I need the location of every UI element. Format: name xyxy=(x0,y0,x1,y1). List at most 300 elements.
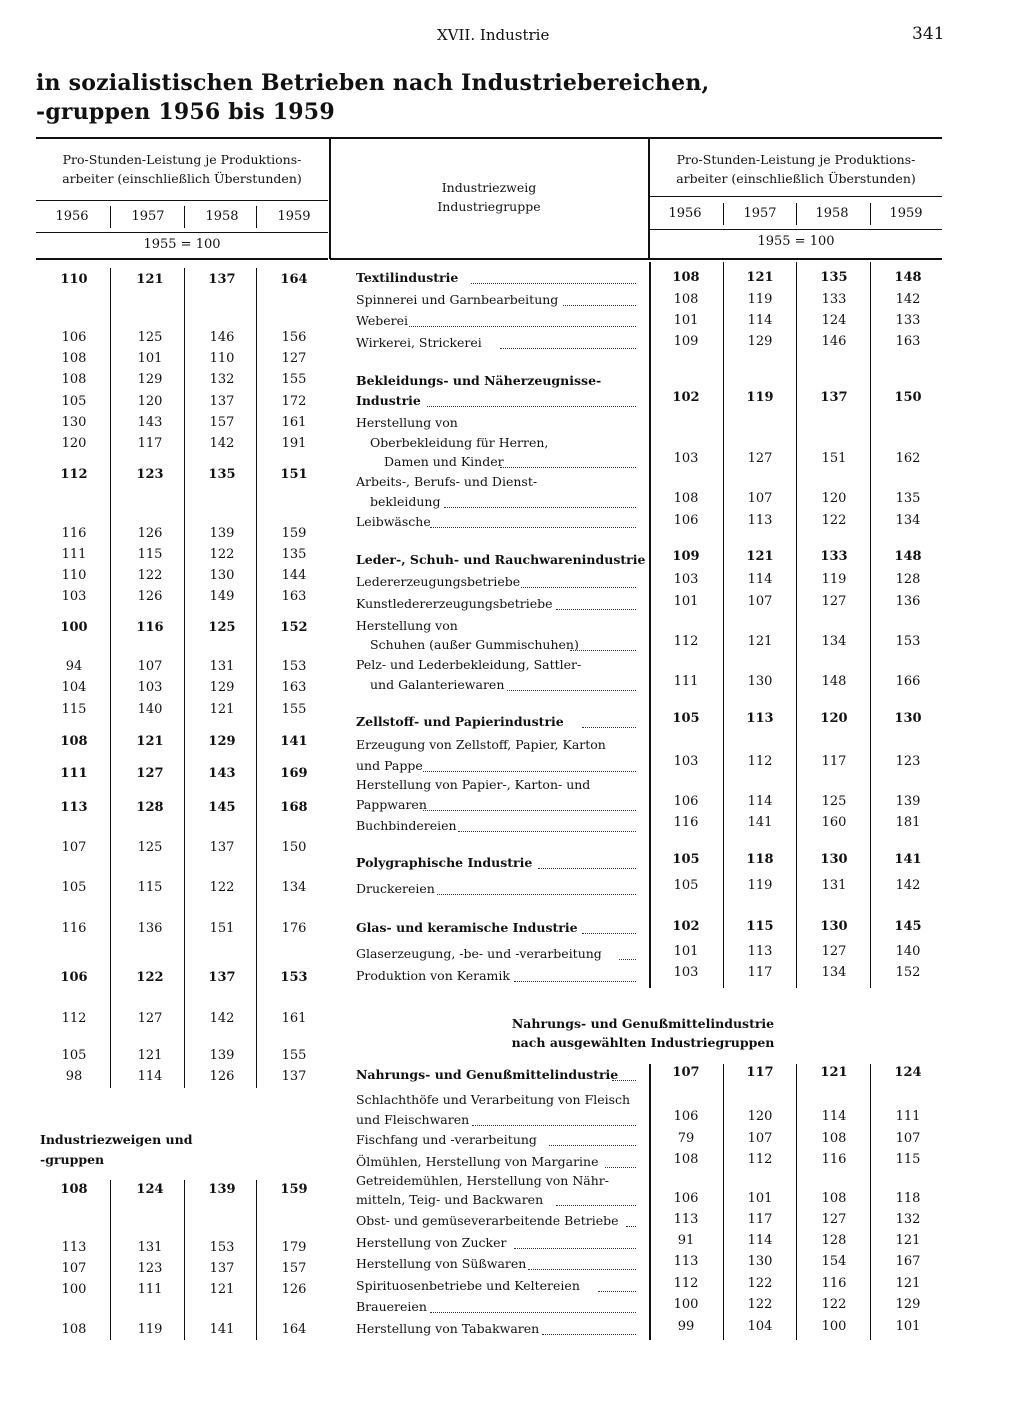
row-label: Arbeits-, Berufs- und Dienst- xyxy=(356,474,538,489)
row-label: Industrie xyxy=(356,393,421,408)
left-cell: 142 xyxy=(209,436,235,451)
right-cell: 108 xyxy=(673,1152,699,1167)
leader-dots xyxy=(430,1312,636,1313)
right-cell: 133 xyxy=(820,549,848,564)
row-label: Leder-, Schuh- und Rauchwarenindustrie xyxy=(356,552,646,567)
left-year-sep-3 xyxy=(256,206,257,228)
left-cell: 126 xyxy=(137,589,163,604)
left-year-1959: 1959 xyxy=(277,209,311,224)
right-cell: 112 xyxy=(673,634,699,649)
right-cell: 99 xyxy=(677,1319,695,1334)
left-cell: 98 xyxy=(65,1069,83,1084)
left-base-rule xyxy=(36,258,328,260)
row-label: Schuhen (außer Gummischuhen) xyxy=(370,637,579,652)
left-cell: 157 xyxy=(281,1261,307,1276)
right-cell: 121 xyxy=(746,270,774,285)
left-cell: 129 xyxy=(137,372,163,387)
left-cell: 108 xyxy=(61,351,87,366)
left-cell: 106 xyxy=(61,330,87,345)
left-cell: 156 xyxy=(281,330,307,345)
right-cell: 129 xyxy=(895,1297,921,1312)
row-label: Obst- und gemüseverarbeitende Betriebe xyxy=(356,1213,619,1228)
right-cell: 101 xyxy=(673,944,699,959)
right-cell: 130 xyxy=(747,674,773,689)
right-cell: 142 xyxy=(895,292,921,307)
leader-dots xyxy=(471,283,636,284)
row-label: Polygraphische Industrie xyxy=(356,855,533,870)
leader-dots xyxy=(598,1291,636,1292)
leader-dots xyxy=(507,690,636,691)
left-cell: 105 xyxy=(61,880,87,895)
row-label: Herstellung von Papier-, Karton- und xyxy=(356,777,591,792)
left-cell: 123 xyxy=(136,467,164,482)
row-label: Kunstledererzeugungsbetriebe xyxy=(356,596,553,611)
left-cell: 120 xyxy=(137,394,163,409)
left-block-divider xyxy=(329,139,331,259)
leader-dots xyxy=(538,868,636,869)
right-cell: 117 xyxy=(747,1212,773,1227)
right-cell: 162 xyxy=(895,451,921,466)
right-cell: 100 xyxy=(821,1319,847,1334)
leader-dots xyxy=(549,1145,636,1146)
right-cell: 114 xyxy=(821,1109,847,1124)
right-cell: 118 xyxy=(746,852,774,867)
leader-dots xyxy=(472,1125,636,1126)
row-label: und Pappe xyxy=(356,758,423,773)
left-cell: 140 xyxy=(137,702,163,717)
right-cell: 145 xyxy=(894,919,922,934)
right-cell: 135 xyxy=(895,491,921,506)
right-cell: 106 xyxy=(673,513,699,528)
left-cell: 145 xyxy=(208,800,236,815)
right-cell: 148 xyxy=(821,674,847,689)
left-cell: 141 xyxy=(280,734,308,749)
left-cell: 122 xyxy=(137,568,163,583)
left-cell: 106 xyxy=(60,970,88,985)
right-cell: 109 xyxy=(673,334,699,349)
right-cell: 134 xyxy=(895,513,921,528)
right-cell: 121 xyxy=(895,1276,921,1291)
right-cell: 130 xyxy=(747,1254,773,1269)
left-cell: 151 xyxy=(209,921,235,936)
right-base-rule xyxy=(330,258,942,260)
right-cell: 101 xyxy=(673,594,699,609)
right-cell: 107 xyxy=(747,491,773,506)
right-cell: 120 xyxy=(820,711,848,726)
middle-heading-line-2: Industriegruppe xyxy=(437,199,541,214)
right-cell: 101 xyxy=(895,1319,921,1334)
left-col-rule-2 xyxy=(184,268,185,1088)
right-year-1956: 1956 xyxy=(668,206,702,221)
right-cell: 154 xyxy=(821,1254,847,1269)
right-cell: 108 xyxy=(821,1131,847,1146)
right-col-rule-3 xyxy=(870,262,871,988)
leader-dots xyxy=(514,981,636,982)
right-cell: 153 xyxy=(895,634,921,649)
left-cell: 121 xyxy=(209,702,235,717)
right-cell: 141 xyxy=(747,815,773,830)
row-label: Wirkerei, Strickerei xyxy=(356,335,482,350)
left-cell: 104 xyxy=(61,680,87,695)
right-cell: 122 xyxy=(747,1276,773,1291)
left-cell: 137 xyxy=(209,1261,235,1276)
right-cell: 130 xyxy=(894,711,922,726)
left-cell: 132 xyxy=(209,372,235,387)
right-col-rule-2b xyxy=(796,1064,797,1340)
left-cell: 108 xyxy=(60,734,88,749)
left-cell: 100 xyxy=(61,1282,87,1297)
row-label: Schlachthöfe und Verarbeitung von Fleisch xyxy=(356,1092,631,1107)
right-cell: 118 xyxy=(895,1191,921,1206)
leader-dots xyxy=(528,1269,636,1270)
left-col-rule-3b xyxy=(256,1180,257,1340)
right-cell: 121 xyxy=(746,549,774,564)
leader-dots xyxy=(582,933,636,934)
left-years-rule xyxy=(36,232,328,233)
left-col-rule-3 xyxy=(256,268,257,1088)
right-cell: 112 xyxy=(747,1152,773,1167)
right-year-1957: 1957 xyxy=(743,206,777,221)
right-base-label: 1955 = 100 xyxy=(757,234,835,249)
left-cell: 111 xyxy=(60,766,88,781)
right-cell: 113 xyxy=(747,513,773,528)
right-col-rule-2 xyxy=(796,262,797,988)
leader-dots xyxy=(626,1226,636,1227)
right-cell: 114 xyxy=(747,794,773,809)
left-cell: 161 xyxy=(281,415,307,430)
row-label: und Galanteriewaren xyxy=(370,677,505,692)
left-cell: 161 xyxy=(281,1011,307,1026)
left-year-1957: 1957 xyxy=(131,209,165,224)
right-cell: 129 xyxy=(747,334,773,349)
right-col-rule-1b xyxy=(723,1064,724,1340)
row-label: Nahrungs- und Genußmittelindustrie xyxy=(356,1067,619,1082)
right-cell: 128 xyxy=(895,572,921,587)
left-cell: 137 xyxy=(209,840,235,855)
leader-dots xyxy=(605,1167,636,1168)
right-cell: 127 xyxy=(747,451,773,466)
left-cell: 152 xyxy=(280,620,308,635)
left-cell: 143 xyxy=(137,415,163,430)
left-cell: 137 xyxy=(208,970,236,985)
left-cell: 108 xyxy=(61,1322,87,1337)
left-cell: 130 xyxy=(209,568,235,583)
right-cell: 101 xyxy=(747,1191,773,1206)
row-label: Herstellung von Süßwaren xyxy=(356,1256,527,1271)
right-cell: 108 xyxy=(673,491,699,506)
left-cell: 172 xyxy=(281,394,307,409)
left-year-1956: 1956 xyxy=(55,209,89,224)
left-cell: 101 xyxy=(137,351,163,366)
left-cell: 124 xyxy=(136,1182,164,1197)
left-cell: 107 xyxy=(61,1261,87,1276)
right-cell: 113 xyxy=(747,944,773,959)
left-cell: 139 xyxy=(208,1182,236,1197)
left-cell: 153 xyxy=(209,1240,235,1255)
right-cell: 100 xyxy=(673,1297,699,1312)
row-label: Zellstoff- und Papierindustrie xyxy=(356,714,564,729)
row-label: Erzeugung von Zellstoff, Papier, Karton xyxy=(356,737,606,752)
left-cell: 168 xyxy=(280,800,308,815)
left-year-sep-2 xyxy=(184,206,185,228)
right-cell: 127 xyxy=(821,1212,847,1227)
leader-dots xyxy=(500,467,636,468)
left-cell: 94 xyxy=(65,659,83,674)
row-label: Glaserzeugung, -be- und -verarbeitung xyxy=(356,946,602,961)
left-cell: 126 xyxy=(209,1069,235,1084)
leader-dots xyxy=(582,727,636,728)
left-cell: 115 xyxy=(137,547,163,562)
leader-dots xyxy=(458,831,636,832)
right-heading xyxy=(650,150,942,188)
left-cell: 139 xyxy=(209,526,235,541)
right-cell: 119 xyxy=(747,292,773,307)
left-cell: 115 xyxy=(61,702,87,717)
left-cell: 151 xyxy=(280,467,308,482)
left-cell: 191 xyxy=(281,436,307,451)
leader-dots xyxy=(563,305,636,306)
left-cell: 131 xyxy=(209,659,235,674)
left-cell: 155 xyxy=(281,702,307,717)
left-cell: 116 xyxy=(61,921,87,936)
leader-dots xyxy=(521,587,636,588)
left-cell: 100 xyxy=(60,620,88,635)
left-cell: 153 xyxy=(281,659,307,674)
right-cell: 114 xyxy=(747,572,773,587)
right-cell: 125 xyxy=(821,794,847,809)
right-cell: 105 xyxy=(672,852,700,867)
left-col-rule-2b xyxy=(184,1180,185,1340)
right-cell: 136 xyxy=(895,594,921,609)
leader-dots xyxy=(514,1248,636,1249)
left-cell: 119 xyxy=(137,1322,163,1337)
food-section-heading-line-1: Nahrungs- und Genußmittelindustrie xyxy=(511,1016,775,1031)
leader-dots xyxy=(444,507,636,508)
row-label: Getreidemühlen, Herstellung von Nähr- xyxy=(356,1173,609,1188)
row-label: Herstellung von xyxy=(356,618,458,633)
row-label: Pelz- und Lederbekleidung, Sattler- xyxy=(356,657,582,672)
row-label: Leibwäsche xyxy=(356,514,431,529)
leader-dots xyxy=(619,959,636,960)
right-cell: 123 xyxy=(895,754,921,769)
right-cell: 119 xyxy=(821,572,847,587)
right-cell: 117 xyxy=(747,965,773,980)
left-cell: 115 xyxy=(137,880,163,895)
row-label: Herstellung von xyxy=(356,415,458,430)
left-subheading-line-1: Industriezweigen und xyxy=(40,1132,193,1147)
page-title-line-1: in sozialistischen Betrieben nach Industriebereichen, xyxy=(36,70,710,96)
right-cell: 112 xyxy=(673,1276,699,1291)
left-cell: 135 xyxy=(208,467,236,482)
left-cell: 107 xyxy=(137,659,163,674)
right-cell: 114 xyxy=(747,313,773,328)
right-cell: 117 xyxy=(821,754,847,769)
row-label: Herstellung von Tabakwaren xyxy=(356,1321,540,1336)
right-cell: 105 xyxy=(673,878,699,893)
leader-dots xyxy=(556,609,636,610)
left-cell: 179 xyxy=(281,1240,307,1255)
left-cell: 129 xyxy=(208,734,236,749)
row-label: Pappwaren xyxy=(356,797,427,812)
right-label-rule xyxy=(649,262,651,988)
right-cell: 113 xyxy=(746,711,774,726)
leader-dots xyxy=(437,894,636,895)
left-col-rule-1 xyxy=(110,268,111,1088)
right-cell: 128 xyxy=(821,1233,847,1248)
right-cell: 114 xyxy=(747,1233,773,1248)
row-label: Ölmühlen, Herstellung von Margarine xyxy=(356,1154,599,1169)
right-col-rule-3b xyxy=(870,1064,871,1340)
right-cell: 120 xyxy=(821,491,847,506)
right-cell: 139 xyxy=(895,794,921,809)
right-cell: 122 xyxy=(747,1297,773,1312)
left-cell: 111 xyxy=(137,1282,163,1297)
left-cell: 108 xyxy=(61,372,87,387)
right-heading-line-2: arbeiter (einschließlich Überstunden) xyxy=(676,171,916,186)
left-cell: 122 xyxy=(136,970,164,985)
left-subheading xyxy=(40,1130,192,1170)
right-cell: 151 xyxy=(821,451,847,466)
right-cell: 152 xyxy=(895,965,921,980)
row-label: Weberei xyxy=(356,313,408,328)
left-subheading-line-2: -gruppen xyxy=(40,1152,105,1167)
right-cell: 133 xyxy=(895,313,921,328)
row-label: Oberbekleidung für Herren, xyxy=(370,435,549,450)
left-cell: 164 xyxy=(281,1322,307,1337)
left-year-sep-1 xyxy=(110,206,111,228)
right-cell: 130 xyxy=(820,919,848,934)
middle-heading xyxy=(330,178,648,216)
left-cell: 169 xyxy=(280,766,308,781)
left-cell: 144 xyxy=(281,568,307,583)
right-cell: 107 xyxy=(747,1131,773,1146)
left-cell: 149 xyxy=(209,589,235,604)
row-label: Spinnerei und Garnbearbeitung xyxy=(356,292,559,307)
right-cell: 106 xyxy=(673,794,699,809)
right-cell: 134 xyxy=(821,634,847,649)
right-cell: 111 xyxy=(673,674,699,689)
leader-dots xyxy=(430,527,636,528)
left-cell: 153 xyxy=(280,970,308,985)
left-cell: 111 xyxy=(61,547,87,562)
right-cell: 167 xyxy=(895,1254,921,1269)
row-label: Glas- und keramische Industrie xyxy=(356,920,578,935)
right-cell: 181 xyxy=(895,815,921,830)
right-cell: 124 xyxy=(894,1065,922,1080)
right-cell: 132 xyxy=(895,1212,921,1227)
left-cell: 134 xyxy=(281,880,307,895)
left-cell: 113 xyxy=(61,1240,87,1255)
row-label: Spirituosenbetriebe und Keltereien xyxy=(356,1278,580,1293)
left-cell: 143 xyxy=(208,766,236,781)
row-label: Druckereien xyxy=(356,881,435,896)
right-cell: 109 xyxy=(672,549,700,564)
left-cell: 122 xyxy=(209,547,235,562)
left-cell: 108 xyxy=(60,1182,88,1197)
left-cell: 139 xyxy=(209,1048,235,1063)
left-cell: 176 xyxy=(281,921,307,936)
food-section-heading xyxy=(498,1014,788,1052)
row-label: mitteln, Teig- und Backwaren xyxy=(356,1192,544,1207)
left-cell: 137 xyxy=(208,272,236,287)
right-cell: 142 xyxy=(895,878,921,893)
left-cell: 159 xyxy=(281,526,307,541)
right-heading-line-1: Pro-Stunden-Leistung je Produktions- xyxy=(676,152,916,167)
right-cell: 148 xyxy=(894,270,922,285)
right-cell: 121 xyxy=(820,1065,848,1080)
left-cell: 103 xyxy=(137,680,163,695)
right-cell: 103 xyxy=(673,451,699,466)
row-label: Damen und Kinder xyxy=(384,454,504,469)
left-cell: 121 xyxy=(136,272,164,287)
left-cell: 128 xyxy=(136,800,164,815)
right-years-rule xyxy=(650,229,942,230)
leader-dots xyxy=(423,771,636,772)
right-cell: 104 xyxy=(747,1319,773,1334)
row-label: Herstellung von Zucker xyxy=(356,1235,507,1250)
left-cell: 105 xyxy=(61,1048,87,1063)
leader-dots xyxy=(612,1080,636,1081)
left-cell: 125 xyxy=(137,330,163,345)
left-cell: 163 xyxy=(281,680,307,695)
left-col-rule-1b xyxy=(110,1180,111,1340)
row-label: bekleidung xyxy=(370,494,441,509)
row-label: Produktion von Keramik xyxy=(356,968,510,983)
right-cell: 115 xyxy=(746,919,774,934)
left-cell: 137 xyxy=(209,394,235,409)
right-cell: 103 xyxy=(673,965,699,980)
right-col-rule-1 xyxy=(723,262,724,988)
left-cell: 127 xyxy=(136,766,164,781)
right-label-rule-b xyxy=(649,1064,651,1340)
row-label: Brauereien xyxy=(356,1299,427,1314)
left-cell: 110 xyxy=(209,351,235,366)
right-year-sep-3 xyxy=(870,203,871,225)
left-cell: 110 xyxy=(60,272,88,287)
leader-dots xyxy=(556,1205,636,1206)
left-cell: 150 xyxy=(281,840,307,855)
left-heading xyxy=(36,150,328,188)
left-cell: 112 xyxy=(61,1011,87,1026)
leader-dots xyxy=(427,406,636,407)
left-cell: 117 xyxy=(137,436,163,451)
right-cell: 163 xyxy=(895,334,921,349)
running-header: XVII. Industrie xyxy=(437,26,550,44)
left-cell: 131 xyxy=(137,1240,163,1255)
row-label: und Fleischwaren xyxy=(356,1112,470,1127)
left-cell: 126 xyxy=(281,1282,307,1297)
left-cell: 164 xyxy=(280,272,308,287)
leader-dots xyxy=(500,348,636,349)
right-cell: 124 xyxy=(821,313,847,328)
left-cell: 125 xyxy=(208,620,236,635)
right-year-1958: 1958 xyxy=(815,206,849,221)
left-cell: 103 xyxy=(61,589,87,604)
right-cell: 79 xyxy=(677,1131,695,1146)
left-cell: 125 xyxy=(137,840,163,855)
right-cell: 122 xyxy=(821,513,847,528)
right-year-1959: 1959 xyxy=(889,206,923,221)
right-cell: 112 xyxy=(747,754,773,769)
right-cell: 113 xyxy=(673,1212,699,1227)
right-cell: 103 xyxy=(673,754,699,769)
right-year-sep-1 xyxy=(723,203,724,225)
right-cell: 137 xyxy=(820,390,848,405)
row-label: Fischfang und -verarbeitung xyxy=(356,1132,537,1147)
left-cell: 157 xyxy=(209,415,235,430)
right-cell: 116 xyxy=(821,1152,847,1167)
food-section-heading-line-2: nach ausgewählten Industriegruppen xyxy=(511,1035,775,1050)
